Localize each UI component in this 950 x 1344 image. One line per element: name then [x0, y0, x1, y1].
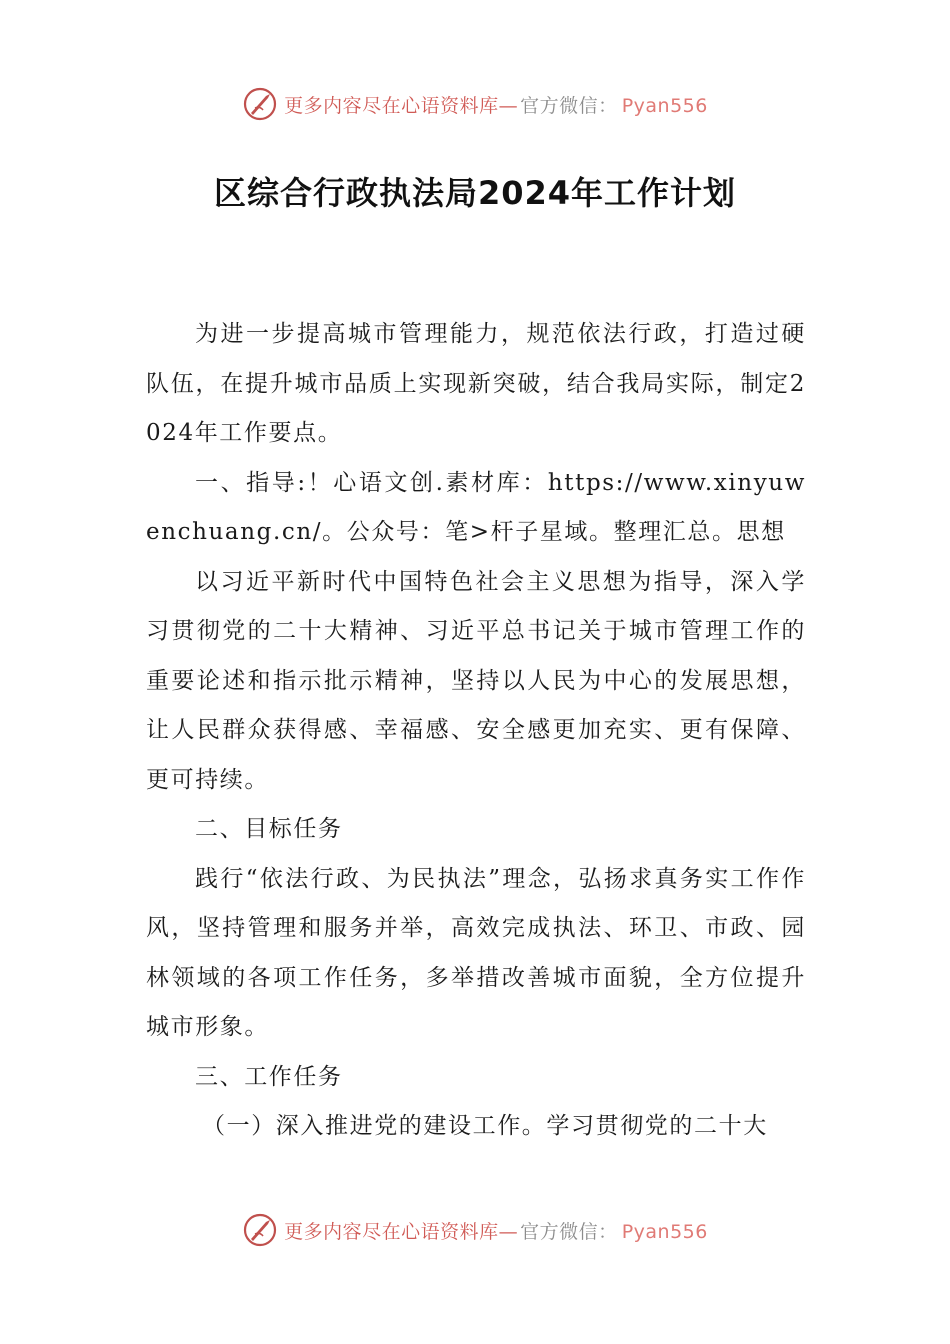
paragraph-section-2-heading: 二、目标任务 [195, 816, 343, 842]
document-title: 区综合行政执法局2024年工作计划 [213, 174, 737, 212]
watermark-banner-bottom [0, 1210, 950, 1250]
paragraph-section-3-heading: 三、工作任务 [195, 1063, 343, 1090]
paragraph-task-1: （一）深入推进党的建设工作。学习贯彻党的二十大 [202, 1113, 768, 1139]
watermark-slogan: 更多内容尽在心语资料库— [284, 1220, 519, 1243]
paragraph-goals: 践行“依法行政、为民执法”理念，弘扬求真务实工作作风，坚持管理和服务并举，高效完成执法、环卫、市政、园林领域的各项工作任务，多举措改善城市面貌，全方位提升城市形象。 [146, 865, 806, 1040]
watermark-text [284, 1217, 708, 1244]
watermark-slogan: 更多内容尽在心语资料库— [284, 94, 519, 117]
watermark-text [284, 91, 708, 118]
watermark-wechat-id: Pyan556 [621, 94, 708, 117]
paragraph-section-1-heading: 一、指导:！心语文创.素材库：https://www.xinyuwenchuang.cn/。公众号：笔>杆子星域。整理汇总。思想 [146, 469, 806, 545]
watermark-wechat-label: 官方微信： [520, 1220, 618, 1243]
watermark-wechat-id: Pyan556 [621, 1220, 708, 1243]
watermark-wechat-label: 官方微信： [520, 94, 618, 117]
paragraph-guiding-thought: 以习近平新时代中国特色社会主义思想为指导，深入学习贯彻党的二十大精神、习近平总书记关于城市管理工作的重要论述和指示批示精神，坚持以人民为中心的发展思想，让人民群众获得感、幸福感、安全感更加充实、更有保障、更可持续。 [146, 568, 806, 793]
document-body [146, 310, 806, 1152]
paragraph-intro: 为进一步提高城市管理能力，规范依法行政，打造过硬队伍，在提升城市品质上实现新突破，结合我局实际，制定2024年工作要点。 [146, 321, 806, 446]
quill-logo-icon [242, 86, 278, 122]
quill-logo-icon [242, 1212, 278, 1248]
watermark-banner-top [0, 84, 950, 124]
